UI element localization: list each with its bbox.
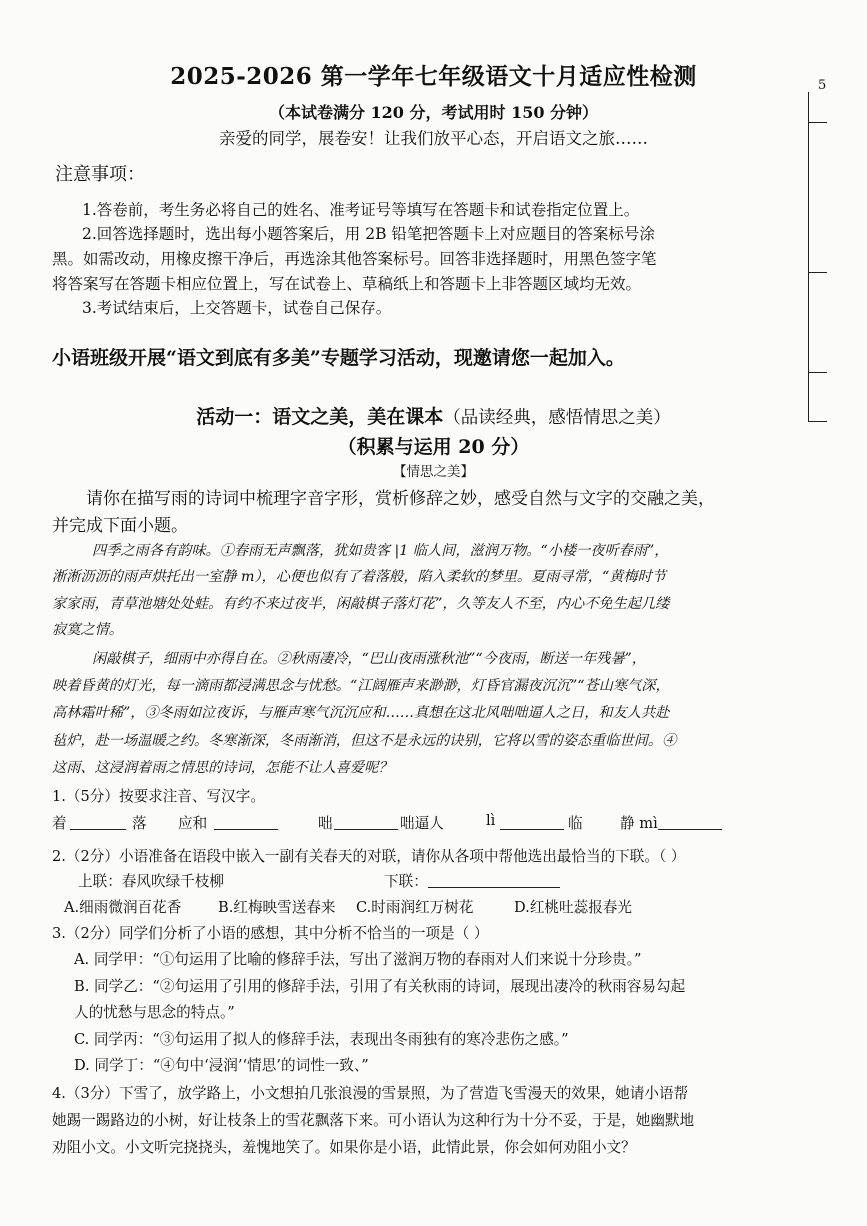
q1-item: 静 mì bbox=[620, 815, 658, 832]
lead-line: 并完成下面小题。 bbox=[52, 516, 188, 536]
binding-tick bbox=[809, 272, 827, 273]
q4-line: 劝阻小文。小文听完挠挠头，羞愧地笑了。如果你是小语，此情此景，你会如何劝阻小文？ bbox=[52, 1139, 636, 1156]
activity-heading-paren: （品读经典，感悟情思之美） bbox=[443, 408, 671, 428]
q1-item: 落 bbox=[132, 815, 147, 832]
activity-score: （积累与运用 20 分） bbox=[337, 436, 530, 458]
passage-line: 高林霜叶稀”，③冬雨如泣夜诉，与雁声寒气沉沉应和……真想在这北风咄咄逼人之日，和友人共赴 bbox=[52, 705, 670, 721]
exam-title: 2025-2026 第一学年七年级语文十月适应性检测 bbox=[170, 63, 697, 90]
q1-item: 咄逼人 bbox=[400, 815, 444, 832]
passage-line: 淅淅沥沥的雨声烘托出一室静 m），心便也似有了着落般，陷入柔软的梦里。夏雨寻常，“黄梅时节 bbox=[52, 569, 666, 585]
q2-lower-label: 下联： bbox=[384, 873, 428, 890]
passage-line: 映着昏黄的灯光，每一滴雨都浸满思念与忧愁。“江阔雁声来渺渺，灯昏官漏夜沉沉”“苍山寒气深， bbox=[52, 678, 670, 694]
notice-line: 1.答卷前，考生务必将自己的姓名、准考证号等填写在答题卡和试卷指定位置上。 bbox=[82, 201, 640, 219]
greeting: 亲爱的同学，展卷安！让我们放平心态，开启语文之旅…… bbox=[219, 129, 648, 148]
q2-option[interactable]: A.细雨微润百花香 bbox=[64, 899, 182, 916]
q3-option[interactable]: C. 同学丙：“③句运用了拟人的修辞手法，表现出冬雨独有的寒冷悲伤之感。” bbox=[74, 1031, 569, 1048]
q1-item: 应和 bbox=[178, 815, 208, 832]
activity-intro: 小语班级开展“语文到底有多美”专题学习活动，现邀请您一起加入。 bbox=[52, 347, 625, 369]
q2-option[interactable]: B.红梅映雪送春来 bbox=[218, 899, 336, 916]
q2-lower-blank[interactable] bbox=[428, 873, 560, 888]
passage-line: 毡炉，赴一场温暖之约。冬寒渐深，冬雨渐消，但这不是永远的诀别，它将以雪的姿态重临世间。④ bbox=[52, 733, 677, 749]
q1-blank-3[interactable] bbox=[334, 815, 398, 830]
q2-upper: 上联：春风吹绿千枝柳 bbox=[78, 873, 224, 890]
activity-heading bbox=[0, 402, 867, 429]
activity-heading-main: 活动一：语文之美，美在课本 bbox=[196, 406, 444, 428]
q2-option[interactable]: D.红桃吐蕊报春光 bbox=[514, 899, 632, 916]
q1-item: lì bbox=[486, 812, 496, 829]
q1-item: 临 bbox=[568, 815, 583, 832]
q3-option[interactable]: B. 同学乙：“②句运用了引用的修辞手法，引用了有关秋雨的诗词，展现出凄冷的秋雨容易勾起 bbox=[74, 978, 686, 995]
notice-line: 黑。如需改动，用橡皮擦干净后，再选涂其他答案标号。回答非选择题时，用黑色签字笔 bbox=[52, 250, 657, 268]
passage-line: 四季之雨各有韵味。①春雨无声飘落，犹如贵客 |1 临人间，滋润万物。“小楼一夜听春雨”， bbox=[92, 543, 669, 559]
passage-line: 寂寞之情。 bbox=[52, 622, 123, 638]
q3-stem: 3.（2分）同学们分析了小语的感想，其中分析不恰当的一项是（ ） bbox=[52, 925, 489, 942]
binding-tick bbox=[809, 372, 827, 373]
corner-mark: 5 bbox=[818, 78, 827, 93]
notice-line: 将答案写在答题卡相应位置上，写在试卷上、草稿纸上和答题卡上非答题区域均无效。 bbox=[52, 275, 642, 293]
q1-blank-5[interactable] bbox=[658, 815, 722, 830]
q3-option[interactable]: A. 同学甲：“①句运用了比喻的修辞手法，写出了滋润万物的春雨对人们来说十分珍贵。” bbox=[74, 951, 642, 968]
q1-blank-1[interactable] bbox=[70, 815, 126, 830]
q2-option[interactable]: C.时雨润红万树花 bbox=[356, 899, 474, 916]
passage-line: 这雨、这浸润着雨之情思的诗词，怎能不让人喜爱呢？ bbox=[52, 760, 393, 776]
q1-item: 着 bbox=[52, 815, 67, 832]
q1-blank-4[interactable] bbox=[500, 815, 564, 830]
passage-line: 家家雨，青草池塘处处蛙。有约不来过夜半，闲敲棋子落灯花”，久等友人不至，内心不免生起几缕 bbox=[52, 596, 670, 612]
q4-line: 她踢一踢路边的小树，好让枝条上的雪花飘落下来。可小语认为这种行为十分不妥，于是，她幽默地 bbox=[52, 1112, 695, 1129]
q2-stem: 2.（2分）小语准备在语段中嵌入一副有关春天的对联，请你从各项中帮他选出最恰当的下联。（ ） bbox=[52, 848, 686, 865]
notice-line: 3.考试结束后，上交答题卡，试卷自己保存。 bbox=[82, 299, 392, 317]
binding-tick bbox=[809, 122, 827, 123]
notice-line: 2.回答选择题时，选出每小题答案后，用 2B 铅笔把答题卡上对应题目的答案标号涂 bbox=[82, 225, 655, 243]
exam-subtitle: （本试卷满分 120 分，考试用时 150 分钟） bbox=[268, 103, 599, 122]
section-tag: 【情思之美】 bbox=[393, 464, 474, 480]
q3-option[interactable]: D. 同学丁：“④句中‘浸润’‘情思’的词性一致、” bbox=[74, 1057, 369, 1074]
q1-stem: 1.（5分）按要求注音、写汉字。 bbox=[52, 788, 265, 805]
passage-line: 闲敲棋子，细雨中亦得自在。②秋雨凄冷，“巴山夜雨涨秋池”“今夜雨，断送一年残暑”， bbox=[92, 651, 646, 667]
q1-blank-2[interactable] bbox=[214, 815, 278, 830]
notice-heading: 注意事项： bbox=[55, 164, 145, 185]
q4-line: 4.（3分）下雪了，放学路上，小文想拍几张浪漫的雪景照，为了营造飞雪漫天的效果，她请小语帮 bbox=[52, 1085, 689, 1102]
q3-option-cont: 人的忧愁与思念的特点。” bbox=[74, 1004, 235, 1021]
lead-line: 请你在描写雨的诗词中梳理字音字形，赏析修辞之妙，感受自然与文字的交融之美， bbox=[86, 489, 715, 509]
q1-item: 咄 bbox=[318, 815, 333, 832]
